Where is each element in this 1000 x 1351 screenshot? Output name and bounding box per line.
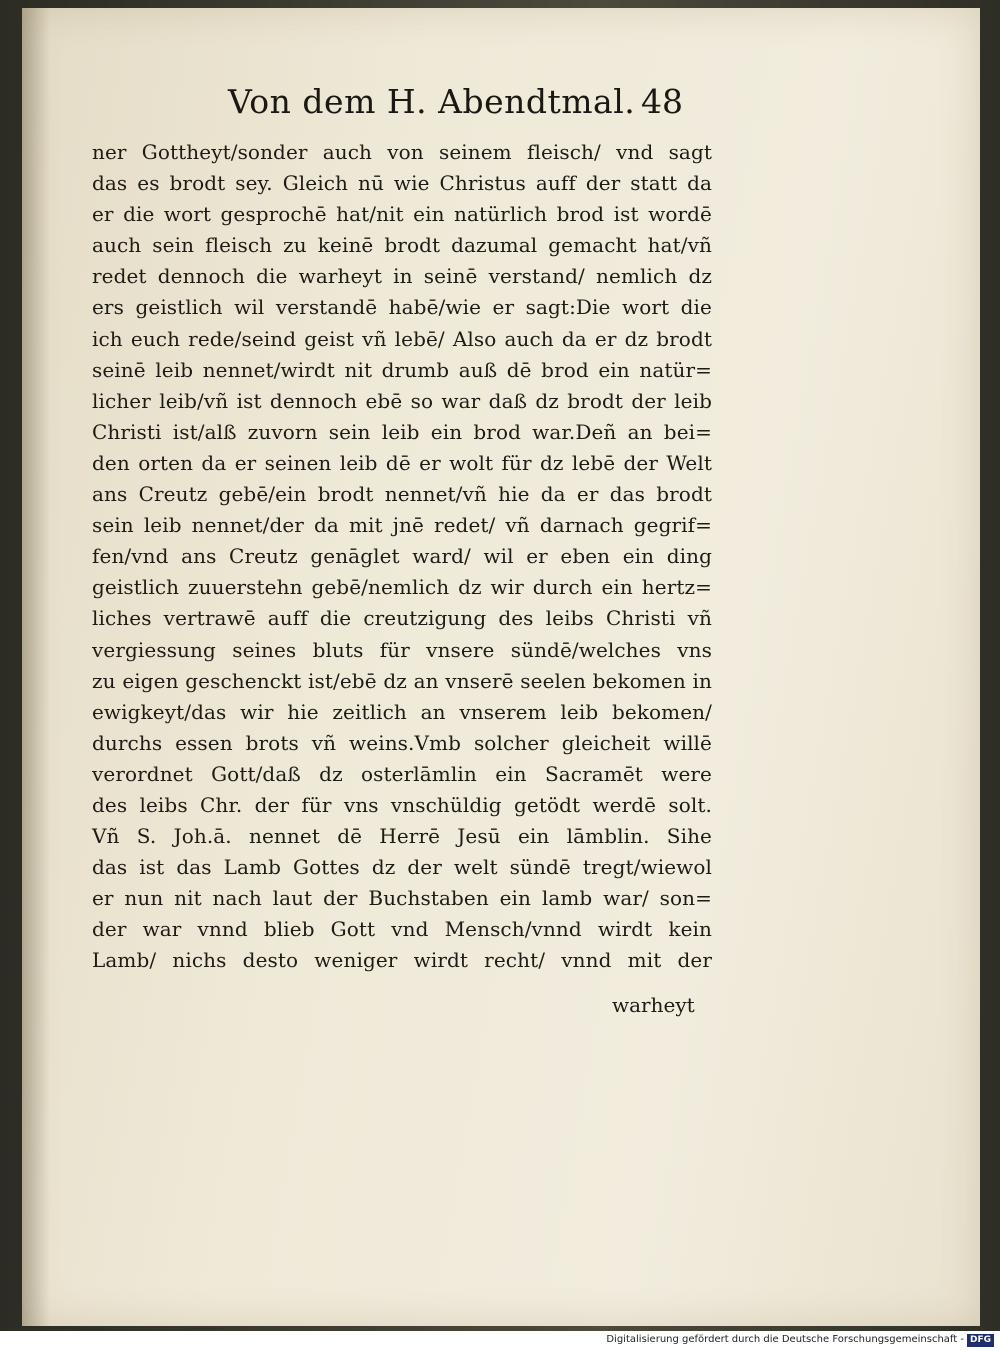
- text-line: er die wort gesprochē hat/nit ein natürlich brod ist wordē: [92, 202, 712, 227]
- text-line: ers geistlich wil verstandē habē/wie er sagt:Die wort die: [92, 295, 712, 320]
- text-line: redet dennoch die warheyt in seinē verstand/ nemlich dz: [92, 264, 712, 289]
- text-line: durchs essen brots vñ weins.Vmb solcher gleicheit willē: [92, 730, 712, 755]
- text-line: den orten da er seinen leib dē er wolt für dz lebē der Welt: [92, 450, 712, 475]
- text-line: vergiessung seines bluts für vnsere sündē/welches vns: [92, 637, 712, 662]
- text-line: geistlich zuuerstehn gebē/nemlich dz wir durch ein hertz=: [92, 575, 712, 600]
- text-line: er nun nit nach laut der Buchstaben ein lamb war/ son=: [92, 886, 712, 911]
- text-line: sein leib nennet/der da mit jnē redet/ vñ darnach gegrif=: [92, 513, 712, 538]
- text-line: seinē leib nennet/wirdt nit drumb auß dē brod ein natür=: [92, 357, 712, 382]
- text-line: Vñ S. Joh.ā. nennet dē Herrē Jesū ein lāmblin. Sihe: [92, 824, 712, 849]
- catchword: warheyt: [612, 993, 695, 1017]
- text-line: Christi ist/alß zuvorn sein leib ein brod war.Deñ an bei=: [92, 419, 712, 444]
- page-number: 48: [641, 82, 683, 121]
- text-line: Lamb/ nichs desto weniger wirdt recht/ vnnd mit der: [92, 948, 712, 973]
- text-line: ner Gottheyt/sonder auch von seinem fleisch/ vnd sagt: [92, 140, 712, 164]
- text-line: verordnet Gott/daß dz osterlāmlin ein Sacramēt were: [92, 761, 712, 786]
- funding-credit: Digitalisierung gefördert durch die Deutsche Forschungsgemeinschaft -: [606, 1334, 964, 1345]
- text-line: zu eigen geschenckt ist/ebē dz an vnserē seelen bekomen in: [92, 668, 712, 693]
- text-line: ans Creutz gebē/ein brodt nennet/vñ hie da er das brodt: [92, 482, 712, 507]
- text-line: ich euch rede/seind geist vñ lebē/ Also auch da er dz brodt: [92, 326, 712, 351]
- page-gutter-shadow: [22, 8, 50, 1326]
- text-line: auch sein fleisch zu keinē brodt dazumal gemacht hat/vñ: [92, 233, 712, 258]
- text-line: licher leib/vñ ist dennoch ebē so war daß dz brodt der leib: [92, 388, 712, 413]
- text-line: fen/vnd ans Creutz genāglet ward/ wil er eben ein ding: [92, 544, 712, 569]
- body-text: [92, 137, 712, 977]
- text-line: der war vnnd blieb Gott vnd Mensch/vnnd wirdt kein: [92, 917, 712, 942]
- dfg-logo: DFG: [967, 1334, 994, 1347]
- text-line: liches vertrawē auff die creutzigung des leibs Christi vñ: [92, 606, 712, 631]
- footer-bar: [0, 1331, 1000, 1351]
- text-line: des leibs Chr. der für vns vnschüldig getödt werdē solt.: [92, 792, 712, 817]
- text-line: das ist das Lamb Gottes dz der welt sündē tregt/wiewol: [92, 855, 712, 880]
- running-head: Von dem H. Abendtmal.: [228, 82, 636, 121]
- text-line: das es brodt sey. Gleich nū wie Christus auff der statt da: [92, 171, 712, 196]
- text-line: ewigkeyt/das wir hie zeitlich an vnserem leib bekomen/: [92, 699, 712, 724]
